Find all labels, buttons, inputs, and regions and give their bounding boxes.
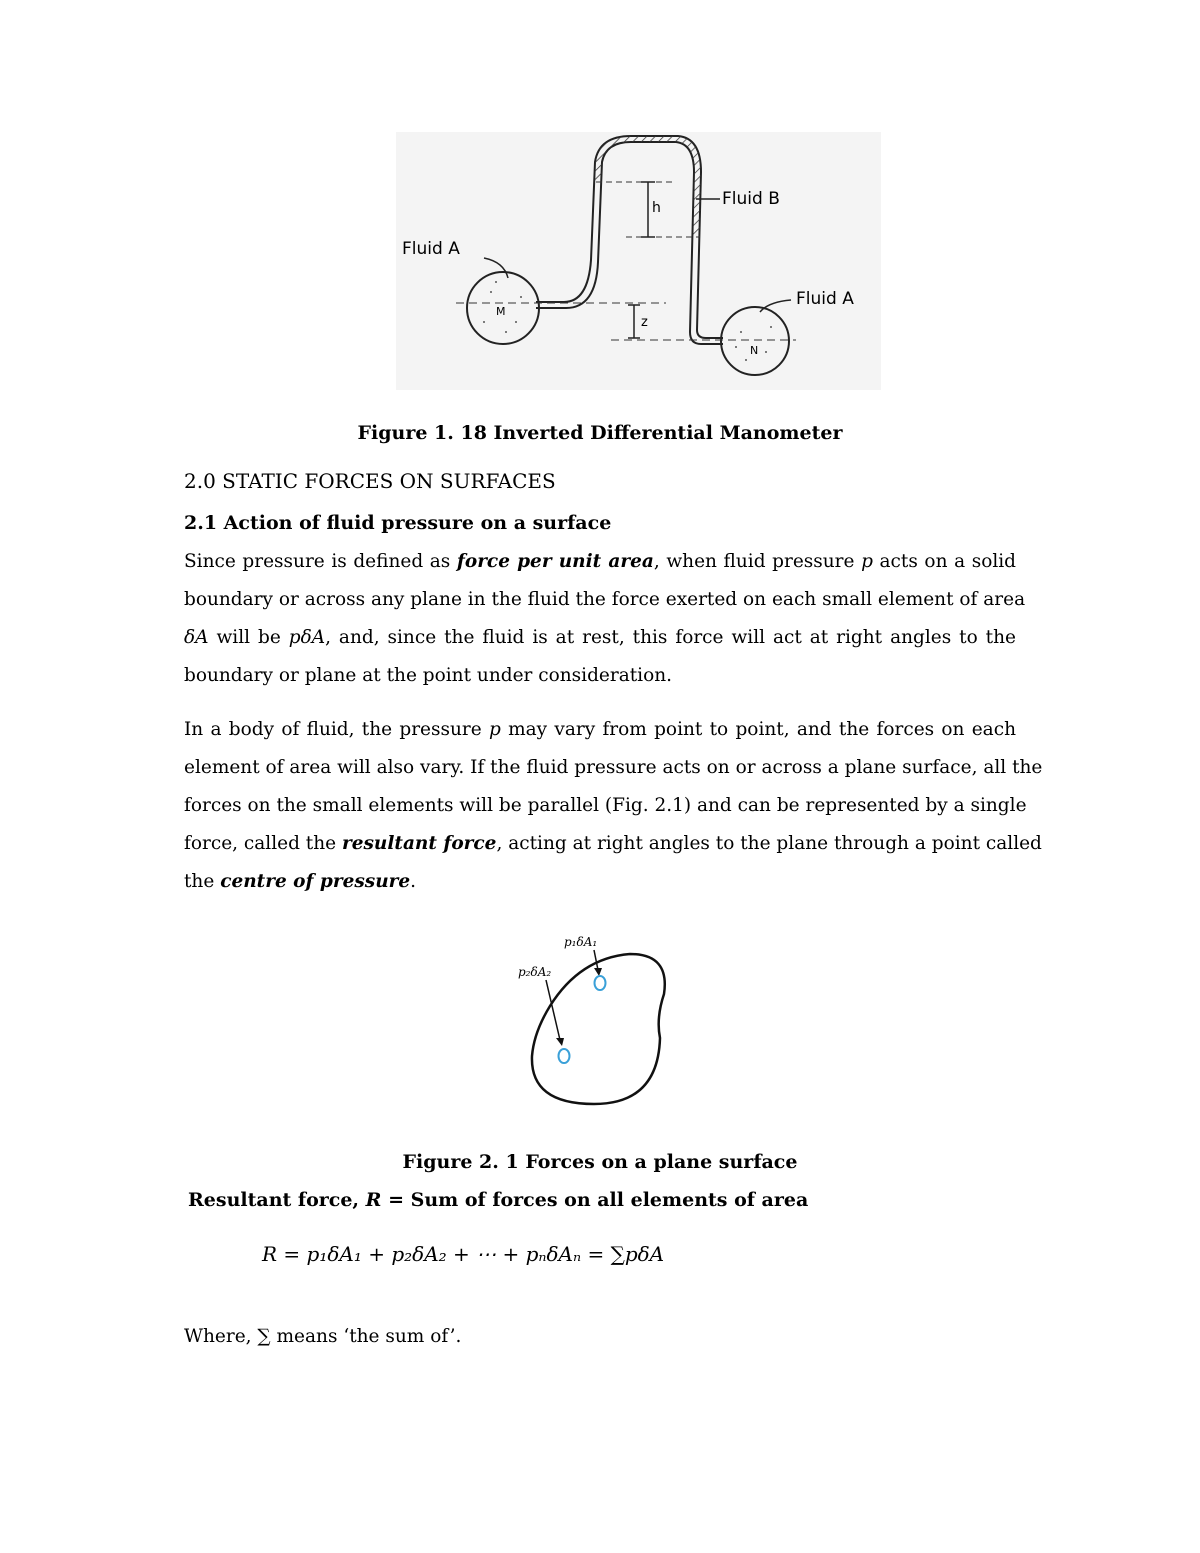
- para2-line3: forces on the small elements will be parallel (Fig. 2.1) and can be represented by a single: [184, 795, 1027, 816]
- label-z: z: [641, 315, 648, 330]
- figure1-caption: Figure 1. 18 Inverted Differential Manometer: [357, 422, 843, 444]
- para2-line4: force, called the resultant force, acting at right angles to the plane through a point called: [184, 833, 1042, 854]
- manometer-figure: [396, 132, 881, 390]
- label-fluid-a-right: Fluid A: [796, 289, 854, 309]
- plane-surface-drawing: [510, 928, 670, 1110]
- label-n: N: [750, 344, 759, 357]
- para2-line2: element of area will also vary. If the fluid pressure acts on or across a plane surface, all the: [184, 757, 1043, 778]
- para2-line5: the centre of pressure.: [184, 871, 417, 892]
- resultant-definition: Resultant force, R = Sum of forces on all elements of area: [188, 1189, 809, 1211]
- label-p1da1: p₁δA₁: [564, 935, 598, 949]
- para1-line3: δA will be pδA, and, since the fluid is at rest, this force will act at right angles to the: [184, 627, 1016, 648]
- subsection-heading: 2.1 Action of fluid pressure on a surface: [184, 512, 612, 534]
- label-h: h: [652, 200, 661, 216]
- label-m: M: [496, 305, 506, 318]
- label-fluid-a-left: Fluid A: [402, 239, 460, 259]
- resultant-formula: R = p₁δA₁ + p₂δA₂ + ⋯ + pₙδAₙ = ∑pδA: [262, 1242, 665, 1266]
- plane-surface-figure: [510, 928, 670, 1110]
- para1-line1: Since pressure is defined as force per unit area, when fluid pressure p acts on a solid: [184, 551, 1017, 572]
- para2-line1: In a body of fluid, the pressure p may vary from point to point, and the forces on each: [184, 719, 1016, 740]
- manometer-drawing: [396, 132, 881, 390]
- label-fluid-b: Fluid B: [722, 189, 780, 209]
- right-bulb: [721, 307, 789, 375]
- para1-line4: boundary or plane at the point under consideration.: [184, 665, 673, 686]
- where-note: Where, ∑ means ‘the sum of’.: [184, 1326, 462, 1347]
- point-2: [559, 1049, 570, 1063]
- paragraph-2: [184, 711, 1043, 901]
- label-p2da2: p₂δA₂: [518, 965, 552, 979]
- figure2-caption: Figure 2. 1 Forces on a plane surface: [402, 1151, 798, 1173]
- para1-line2: boundary or across any plane in the fluid the force exerted on each small element of area: [184, 589, 1026, 610]
- paragraph-1: [184, 543, 1026, 695]
- section-heading: 2.0 STATIC FORCES ON SURFACES: [184, 469, 556, 493]
- point-1: [595, 976, 606, 990]
